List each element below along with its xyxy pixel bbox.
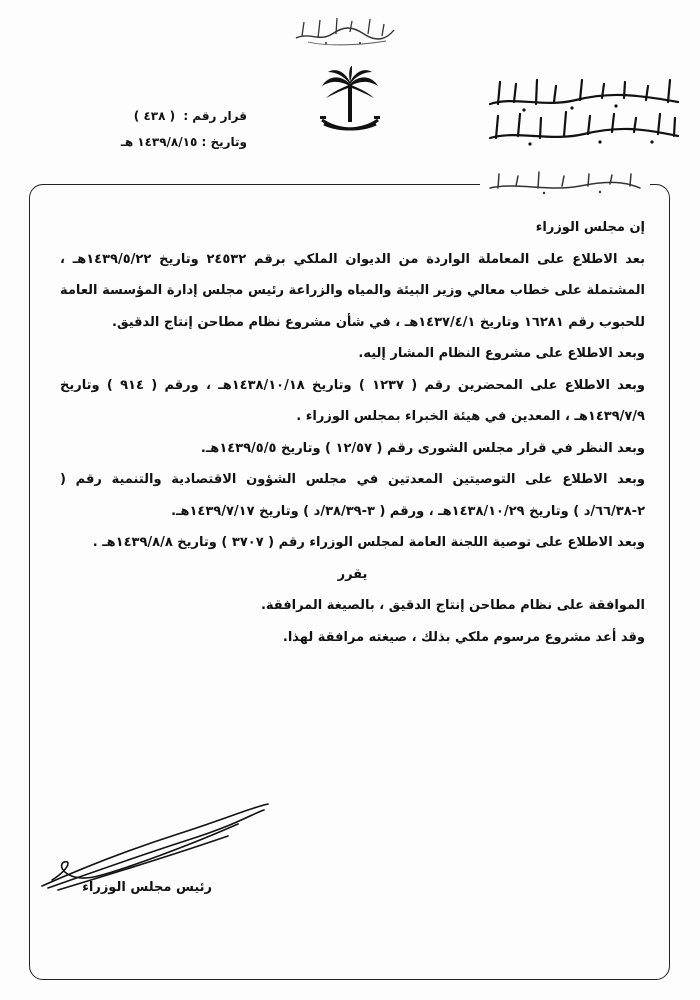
basmala-calligraphy xyxy=(290,12,400,48)
recital-experts-minutes: وبعد الاطلاع على المحضرين رقم ( ١٢٣٧ ) وتاريخ ١٤٣٨/١٠/١٨هـ ، ورقم ( ٩١٤ ) وتاريخ ١٤٣٩/٧/٩هـ ، المعدين في هيئة الخبراء بمجلس الوزراء . xyxy=(60,377,646,424)
signer-title: رئيس مجلس الوزراء xyxy=(82,880,212,895)
decision-date-label: وتاريخ : xyxy=(201,135,247,149)
resolution-royal-decree: وقد أعد مشروع مرسوم ملكي بذلك ، صيغته مرافقة لهذا. xyxy=(282,629,645,645)
recital-shura-decision: وبعد النظر في قرار مجلس الشورى رقم ( ١٢/٥٧ ) وتاريخ ١٤٣٩/٥/٥هـ. xyxy=(200,440,645,456)
decision-number-value: ( ٤٣٨ ) xyxy=(133,109,176,123)
recital-royal-court: بعد الاطلاع على المعاملة الواردة من الديوان الملكي برقم ٢٤٥٣٢ وتاريخ ١٤٣٩/٥/٢٢هـ ، المشتملة على خطاب معالي وزير البيئة والمياه والزراعة رئيس مجلس إدارة المؤسسة العامة للحبوب رقم ١٦٢٨١ وتاريخ ١٤٣٧/٤/١هـ ، في شأن مشروع نظام مطاحن إنتاج الدقيق. xyxy=(60,251,645,330)
recital-general-committee: وبعد الاطلاع على توصية اللجنة العامة لمجلس الوزراء رقم ( ٣٧٠٧ ) وتاريخ ١٤٣٩/٨/٨هـ . xyxy=(92,535,645,550)
resolution-approval: الموافقة على نظام مطاحن إنتاج الدقيق ، بالصيغة المرافقة. xyxy=(260,598,645,613)
decision-date-value: ١٤٣٩/٨/١٥هـ xyxy=(120,135,198,149)
opening-line: إن مجلس الوزراء xyxy=(535,220,645,235)
recital-economic-council: وبعد الاطلاع على التوصيتين المعدتين في مجلس الشؤون الاقتصادية والتنمية رقم ( ٢-٦٦/٣٨/د ) وتاريخ ١٤٣٨/١٠/٢٩هـ ، ورقم ( ٣-٣٨/٣٩/د ) وتاريخ ١٤٣٩/٧/١٧هـ. xyxy=(60,472,645,519)
recital-draft-law: وبعد الاطلاع على مشروع النظام المشار إليه. xyxy=(358,346,645,361)
decision-body xyxy=(60,212,645,653)
decision-number-label: قرار رقم : xyxy=(183,109,247,123)
frame-label-calligraphy xyxy=(480,166,650,200)
decision-number-line xyxy=(92,103,247,129)
decides-heading: يقرر xyxy=(337,566,368,582)
decision-reference xyxy=(92,103,247,155)
decision-date-line xyxy=(92,129,247,155)
palm-and-swords-emblem-icon xyxy=(318,66,382,146)
letterhead-calligraphy xyxy=(484,74,684,162)
